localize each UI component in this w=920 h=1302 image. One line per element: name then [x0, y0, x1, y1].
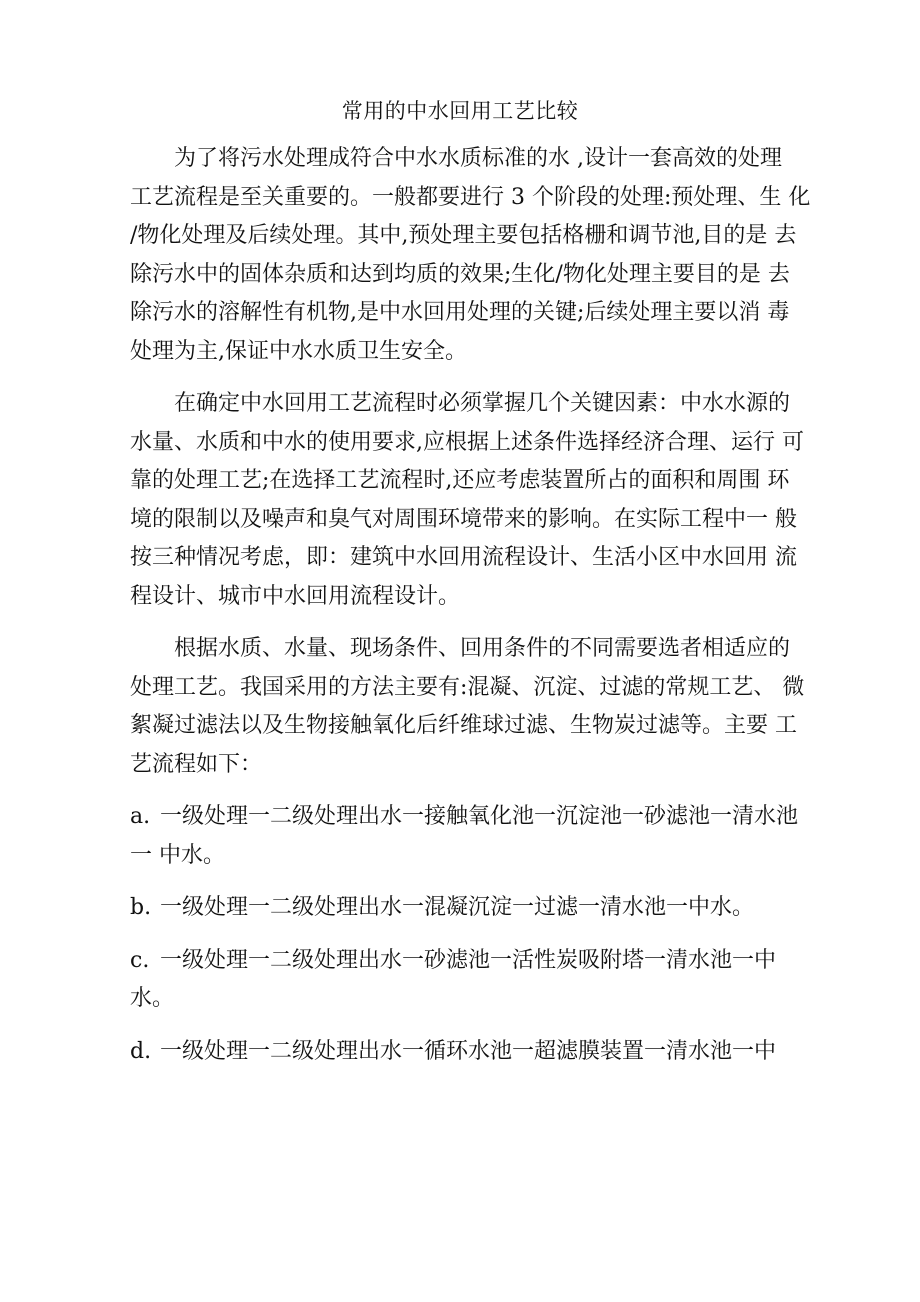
- paragraph-line: 在确定中水回用工艺流程时必须掌握几个关键因素：中水水源的: [174, 391, 791, 416]
- paragraph-2: [130, 385, 804, 616]
- document-body: [130, 140, 811, 1085]
- paragraph-line: 处理为主,保证中水水质卫生安全。: [130, 338, 467, 364]
- paragraph-line: 靠的处理工艺;在选择工艺流程时,还应考虑装置所占的面积和周围 环: [130, 468, 790, 493]
- paragraph-1: [130, 140, 811, 371]
- paragraph-line: 艺流程如下：: [130, 751, 263, 777]
- paragraph-line: 根据水质、水量、现场条件、回用条件的不同需要选者相适应的: [174, 636, 791, 661]
- list-item-text: 一 中水。: [130, 842, 225, 868]
- document-title: 常用的中水回用工艺比较: [341, 99, 579, 123]
- list-item-label: b.: [130, 895, 152, 920]
- paragraph-line: 按三种情况考虑，即：建筑中水回用流程设计、生活小区中水回用 流: [130, 545, 797, 570]
- list-item-text: 水。: [130, 986, 175, 1011]
- paragraph-line: 水量、水质和中水的使用要求,应根据上述条件选择经济合理、运行 可: [130, 429, 804, 455]
- list-item-text: 一级处理一二级处理出水一砂滤池一活性炭吸附塔一清水池一中: [160, 947, 777, 973]
- paragraph-line: 絮凝过滤法以及生物接触氧化后纤维球过滤、生物炭过滤等。主要 工: [130, 713, 797, 738]
- list-item-text: 一级处理一二级处理出水一混凝沉淀一过滤一清水池一中水。: [160, 895, 755, 920]
- list-item-first-line: [130, 889, 792, 928]
- list-item: [130, 1033, 792, 1072]
- paragraph-line: 程设计、城市中水回用流程设计。: [130, 583, 461, 609]
- paragraph-line: 境的限制以及噪声和臭气对周围环境带来的影响。在实际工程中一 般: [130, 506, 797, 532]
- list-item: [130, 942, 792, 1019]
- list-item-first-line: [130, 1033, 792, 1072]
- list-item-label: d.: [130, 1038, 152, 1064]
- paragraph-line: 为了将污水处理成符合中水水质标准的水 ,设计一套高效的处理: [174, 146, 782, 171]
- paragraph-line: /物化处理及后续处理。其中,预处理主要包括格栅和调节池,目的是 去: [130, 223, 797, 248]
- list-item: [130, 798, 799, 875]
- list-item-first-line: [130, 942, 792, 981]
- list-item-label: c.: [130, 947, 150, 973]
- paragraph-line: 工艺流程是至关重要的。一般都要进行 3 个阶段的处理:预处理、生 化: [130, 184, 811, 210]
- paragraph-line: 除污水中的固体杂质和达到均质的效果;生化/物化处理主要目的是 去: [130, 261, 790, 287]
- paragraph-line: 除污水的溶解性有机物,是中水回用处理的关键;后续处理主要以消 毒: [130, 300, 790, 325]
- list-item-first-line: [130, 798, 799, 837]
- paragraph-3: [130, 630, 805, 784]
- list-item-text: 一级处理一二级处理出水一循环水池一超滤膜装置一清水池一中: [160, 1038, 777, 1064]
- list-item-label: a.: [130, 804, 151, 829]
- list-item-text: 一级处理一二级处理出水一接触氧化池一沉淀池一砂滤池一清水池: [160, 804, 799, 829]
- list-item: [130, 889, 792, 928]
- paragraph-line: 处理工艺。我国采用的方法主要有:混凝、沉淀、过滤的常规工艺、 微: [130, 674, 805, 700]
